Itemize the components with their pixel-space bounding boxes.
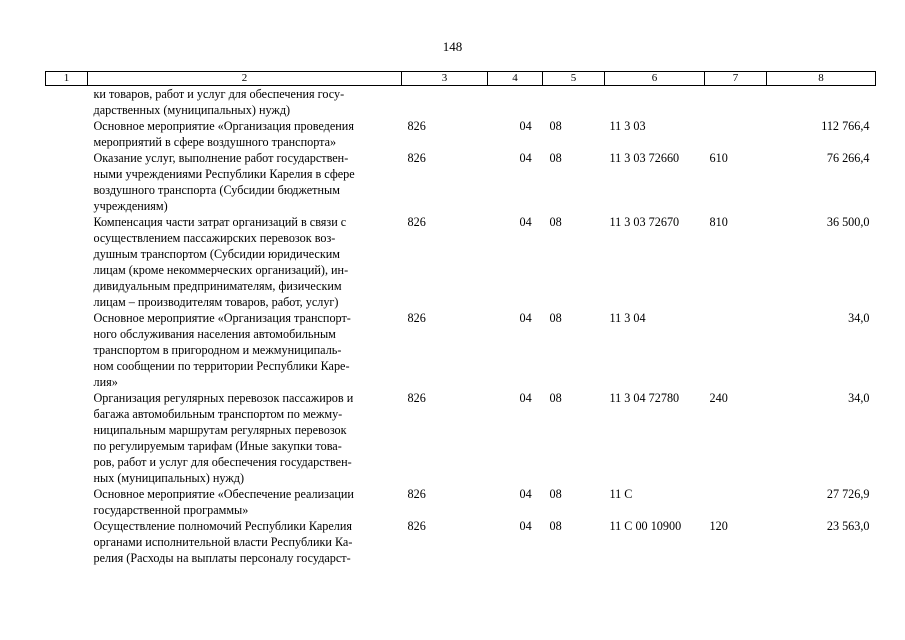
amount: 34,0	[848, 391, 870, 405]
target-item-code: 11 3 03 72670	[609, 215, 680, 229]
item-name-line: лицам – производителям товаров, работ, услуг)	[93, 295, 339, 309]
item-name-line: воздушного транспорта (Субсидии бюджетным	[93, 183, 340, 197]
section-code: 04	[519, 519, 532, 533]
amount: 36 500,0	[826, 215, 870, 229]
column-number-5: 5	[543, 72, 605, 86]
column-number-1: 1	[46, 72, 88, 86]
section-code: 04	[519, 151, 532, 165]
row-number-cell	[46, 486, 88, 518]
row-number-cell	[46, 390, 88, 486]
section-code: 04	[519, 311, 532, 325]
target-item-code: 11 3 03 72660	[609, 151, 680, 165]
item-name	[88, 486, 402, 518]
item-name	[88, 86, 402, 119]
budget-table	[45, 71, 876, 566]
item-name-line: ки товаров, работ и услуг для обеспечения госу-	[93, 87, 345, 101]
item-name-line: Организация регулярных перевозок пассажиров и	[93, 391, 354, 405]
expense-type-code	[705, 486, 767, 518]
column-number-4: 4	[488, 72, 543, 86]
page-number: 148	[442, 39, 463, 54]
subsection-code: 08	[549, 519, 562, 533]
section-code	[488, 86, 543, 119]
row-number-cell	[46, 150, 88, 214]
table-row	[46, 86, 876, 119]
item-name-line: мероприятий в сфере воздушного транспорта»	[93, 135, 337, 149]
column-number-8: 8	[767, 72, 876, 86]
target-item-code: 11 3 04 72780	[609, 391, 680, 405]
target-item-code: 11 С	[609, 487, 633, 501]
table-row	[46, 486, 876, 518]
expense-type-code	[705, 118, 767, 150]
item-name-line: Основное мероприятие «Организация проведения	[93, 119, 354, 133]
chief-administrator-code: 826	[407, 391, 426, 405]
expense-type-code	[705, 86, 767, 119]
item-name-line: душным транспортом (Субсидии юридическим	[93, 247, 340, 261]
expense-type-code: 120	[709, 519, 728, 533]
table-row	[46, 118, 876, 150]
item-name-line: органами исполнительной власти Республики Ка-	[93, 535, 353, 549]
chief-administrator-code: 826	[407, 311, 426, 325]
amount: 112 766,4	[821, 119, 870, 133]
item-name-line: релия (Расходы на выплаты персоналу государст-	[93, 551, 351, 565]
item-name-line: Основное мероприятие «Обеспечение реализации	[93, 487, 354, 501]
item-name-line: ного обслуживания населения автомобильным	[93, 327, 336, 341]
item-name	[88, 214, 402, 310]
column-number-2: 2	[88, 72, 402, 86]
table-row	[46, 214, 876, 310]
chief-administrator-code: 826	[407, 519, 426, 533]
item-name-line: Основное мероприятие «Организация транспорт-	[93, 311, 351, 325]
section-code: 04	[519, 215, 532, 229]
item-name-line: ными учреждениями Республики Карелия в сфере	[93, 167, 355, 181]
chief-administrator-code: 826	[407, 487, 426, 501]
chief-administrator-code: 826	[407, 119, 426, 133]
item-name-line: багажа автомобильным транспортом по межму-	[93, 407, 343, 421]
item-name-line: дарственных (муниципальных) нужд)	[93, 103, 291, 117]
expense-type-code	[705, 310, 767, 390]
item-name-line: транспортом в пригородном и межмуниципаль-	[93, 343, 342, 357]
item-name-line: учреждениям)	[93, 199, 168, 213]
row-number-cell	[46, 518, 88, 566]
subsection-code: 08	[549, 311, 562, 325]
amount: 76 266,4	[826, 151, 870, 165]
section-code: 04	[519, 119, 532, 133]
item-name-line: Оказание услуг, выполнение работ государствен-	[93, 151, 349, 165]
target-item-code	[605, 86, 705, 119]
amount: 34,0	[848, 311, 870, 325]
item-name-line: ниципальным маршрутам регулярных перевозок	[93, 423, 347, 437]
table-row	[46, 310, 876, 390]
table-row	[46, 150, 876, 214]
column-number-6: 6	[605, 72, 705, 86]
row-number-cell	[46, 310, 88, 390]
item-name-line: ров, работ и услуг для обеспечения государствен-	[93, 455, 352, 469]
item-name-line: лицам (кроме некоммерческих организаций), ин-	[93, 263, 349, 277]
section-code: 04	[519, 487, 532, 501]
column-number-3: 3	[402, 72, 488, 86]
item-name-line: государственной программы»	[93, 503, 249, 517]
item-name-line: лия»	[93, 375, 118, 389]
item-name-line: дивидуальным предпринимателям, физическим	[93, 279, 342, 293]
amount: 23 563,0	[826, 519, 870, 533]
chief-administrator-code: 826	[407, 215, 426, 229]
target-item-code: 11 3 03	[609, 119, 646, 133]
item-name-line: ных (муниципальных) нужд)	[93, 471, 245, 485]
item-name-line: Компенсация части затрат организаций в связи с	[93, 215, 347, 229]
table-header	[46, 72, 876, 86]
subsection-code: 08	[549, 119, 562, 133]
row-number-cell	[46, 118, 88, 150]
item-name-line: по регулируемым тарифам (Иные закупки това-	[93, 439, 342, 453]
table-row	[46, 518, 876, 566]
expense-type-code: 240	[709, 391, 728, 405]
target-item-code: 11 С 00 10900	[609, 519, 682, 533]
chief-administrator-code: 826	[407, 151, 426, 165]
header-row	[46, 72, 876, 86]
expense-type-code: 610	[709, 151, 728, 165]
item-name	[88, 518, 402, 566]
amount: 27 726,9	[826, 487, 870, 501]
subsection-code	[543, 86, 605, 119]
item-name-line: осуществлением пассажирских перевозок воз-	[93, 231, 336, 245]
expense-type-code: 810	[709, 215, 728, 229]
section-code: 04	[519, 391, 532, 405]
item-name-line: Осуществление полномочий Республики Карелия	[93, 519, 352, 533]
table-body	[46, 86, 876, 567]
amount	[767, 86, 876, 119]
target-item-code: 11 3 04	[609, 311, 646, 325]
column-number-7: 7	[705, 72, 767, 86]
table-row	[46, 390, 876, 486]
item-name	[88, 310, 402, 390]
item-name-line: ном сообщении по территории Республики Каре-	[93, 359, 350, 373]
subsection-code: 08	[549, 215, 562, 229]
subsection-code: 08	[549, 487, 562, 501]
subsection-code: 08	[549, 151, 562, 165]
item-name	[88, 118, 402, 150]
row-number-cell	[46, 86, 88, 119]
subsection-code: 08	[549, 391, 562, 405]
item-name	[88, 390, 402, 486]
chief-administrator-code	[402, 86, 488, 119]
row-number-cell	[46, 214, 88, 310]
item-name	[88, 150, 402, 214]
